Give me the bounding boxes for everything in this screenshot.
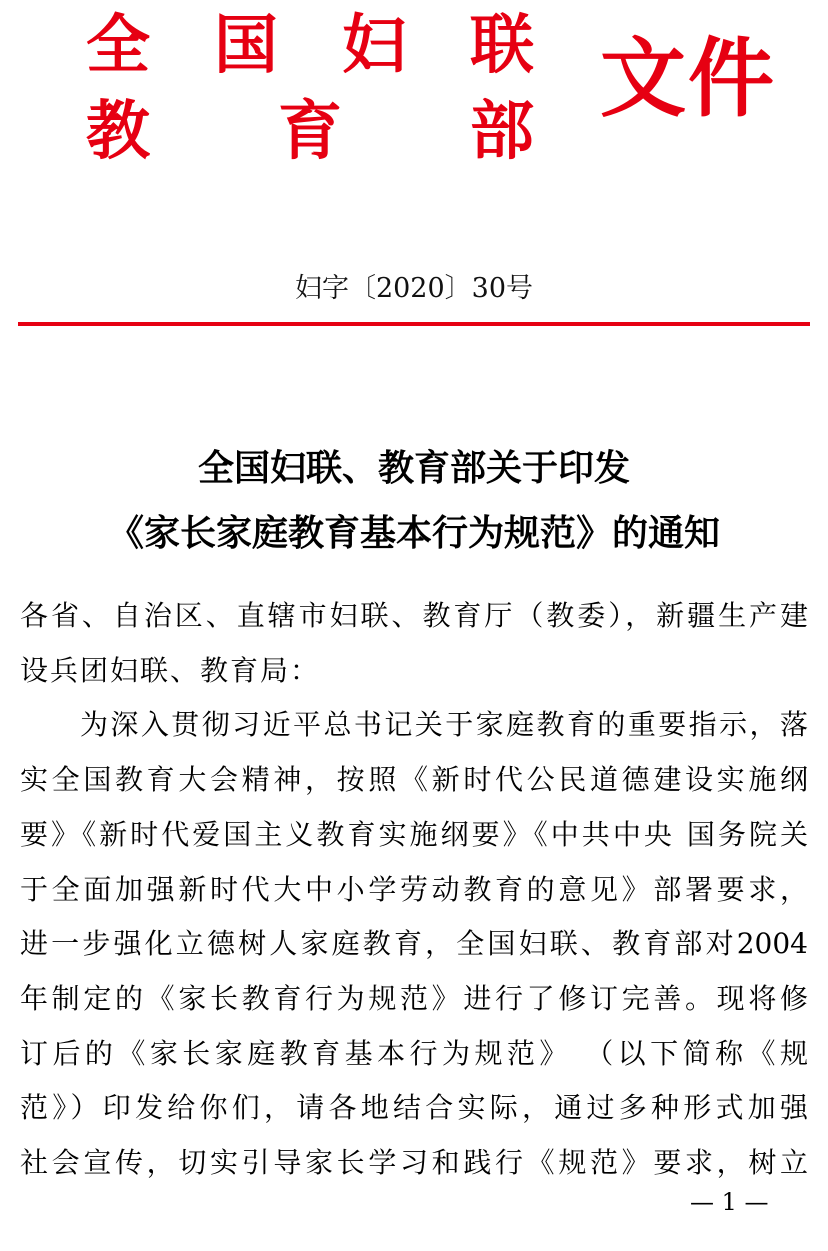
title-line-1: 全国妇联、教育部关于印发 [197,447,630,489]
red-divider [18,322,810,326]
body-line: 实全国教育大会精神，按照《新时代公民道德建设实施纲 [20,763,808,797]
body-line: 年制定的《家长教育行为规范》进行了修订完善。现将修 [20,981,808,1015]
title-line-2: 《家长家庭教育基本行为规范》的通知 [107,512,720,554]
body-line: 范》）印发给你们，请各地结合实际，通过多种形式加强 [20,1091,808,1125]
body-line: 为深入贯彻习近平总书记关于家庭教育的重要指示，落 [80,708,808,742]
body-line: 要》《新时代爱国主义教育实施纲要》《中共中央 国务院关 [20,817,808,851]
masthead-char: 国 [214,8,278,83]
masthead-char: 育 [278,94,342,169]
masthead-char: 教 [86,94,150,169]
body-line: 设兵团妇联、教育局： [20,653,321,687]
masthead-char: 妇 [342,8,406,83]
masthead-char: 部 [470,94,534,169]
body-line: 社会宣传，切实引导家长学习和践行《规范》要求，树立 [20,1146,808,1179]
masthead-char: 联 [470,8,534,83]
body-line: 进一步强化立德树人家庭教育，全国妇联、教育部对2004 [20,927,808,961]
masthead-doc-label: 文件 [600,28,776,129]
body-line: 各省、自治区、直辖市妇联、教育厅（教委），新疆生产建 [20,599,808,632]
body-line: 订后的《家长家庭教育基本行为规范》 （以下简称《规 [20,1036,808,1070]
document-number: 妇字〔2020〕30号 [294,273,534,304]
page-number: — 1 — [690,1188,769,1216]
masthead-char: 全 [86,8,150,83]
body-line: 于全面加强新时代大中小学劳动教育的意见》部署要求， [20,872,808,906]
